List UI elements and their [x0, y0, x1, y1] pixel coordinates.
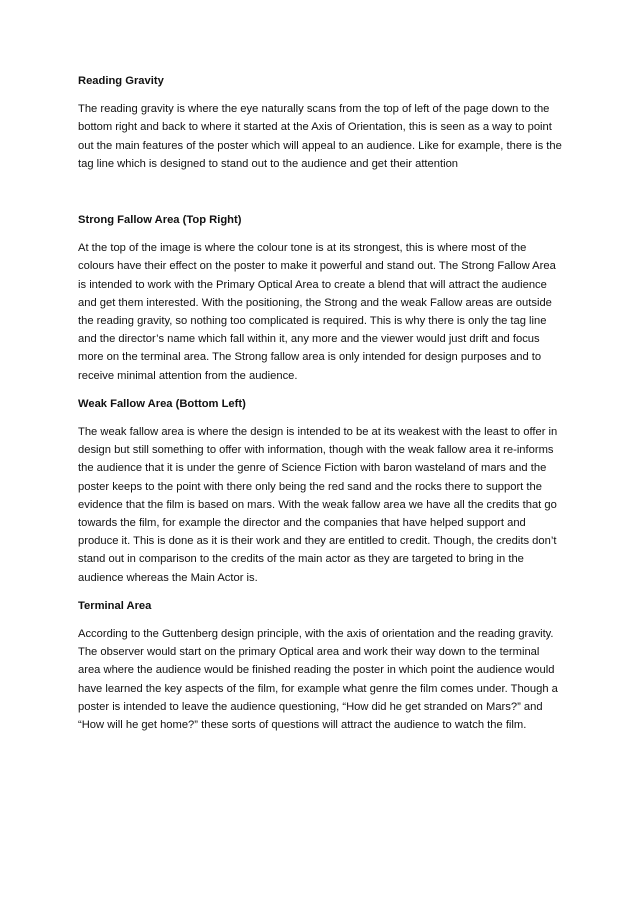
section-weak-fallow-area — [78, 395, 564, 587]
section-heading: Weak Fallow Area (Bottom Left) — [78, 397, 246, 410]
section-paragraph: At the top of the image is where the colour tone is at its strongest, this is where most of the colours have their effect on the poster to make it powerful and stand out. The Strong Fallow Area is intended to work with the Primary Optical Area to create a blend that will attract the audience and get them interested. With the positioning, the Strong and the weak Fallow areas are outside the reading gravity, so nothing too complicated is required. This is why there is only the tag line and the director’s name which fall within it, any more and the viewer would just drift and focus more on the terminal area. The Strong fallow area is only intended for design purposes and to receive minimal attention from the audience. — [78, 242, 556, 382]
section-spacer — [78, 183, 564, 211]
section-heading: Reading Gravity — [78, 75, 164, 87]
section-heading: Terminal Area — [78, 599, 152, 612]
section-paragraph: The weak fallow area is where the design is intended to be at its weakest with the least to offer in design but still something to offer with information, though with the weak fallow area it re-informs the audience that it is under the genre of Science Fiction with baron wasteland of mars and the poster keeps to the point with there only being the red sand and the rocks there to support the evidence that the film is based on mars. With the weak fallow area we have all the credits that go towards the film, for example the director and the companies that have helped support and produce it. This is done as it is their work and they are entitled to credit. Though, the credits don’t stand out in comparison to the credits of the main actor as they are targeted to bring in the audience whereas the Main Actor is. — [78, 426, 558, 584]
section-paragraph: According to the Guttenberg design principle, with the axis of orientation and the reading gravity. The observer would start on the primary Optical area and work their way down to the terminal area where the audience would be finished reading the poster in which point the audience would have learned the key aspects of the film, for example what genre the film comes under. Though a poster is intended to leave the audience questioning, “How did he get stranded on Mars?” and “How will he get home?” these sorts of questions will attract the audience to watch the film. — [78, 628, 558, 732]
section-paragraph: The reading gravity is where the eye naturally scans from the top of left of the page down to the bottom right and back to where it started at the Axis of Orientation, this is seen as a way to point out the main features of the poster which will appeal to an audience. Like for example, there is the tag line which is designed to stand out to the audience and get their attention — [78, 103, 562, 170]
section-strong-fallow-area — [78, 211, 564, 385]
section-terminal-area — [78, 597, 564, 734]
section-heading: Strong Fallow Area (Top Right) — [78, 214, 242, 227]
document-page — [78, 72, 564, 744]
section-reading-gravity — [78, 72, 564, 173]
